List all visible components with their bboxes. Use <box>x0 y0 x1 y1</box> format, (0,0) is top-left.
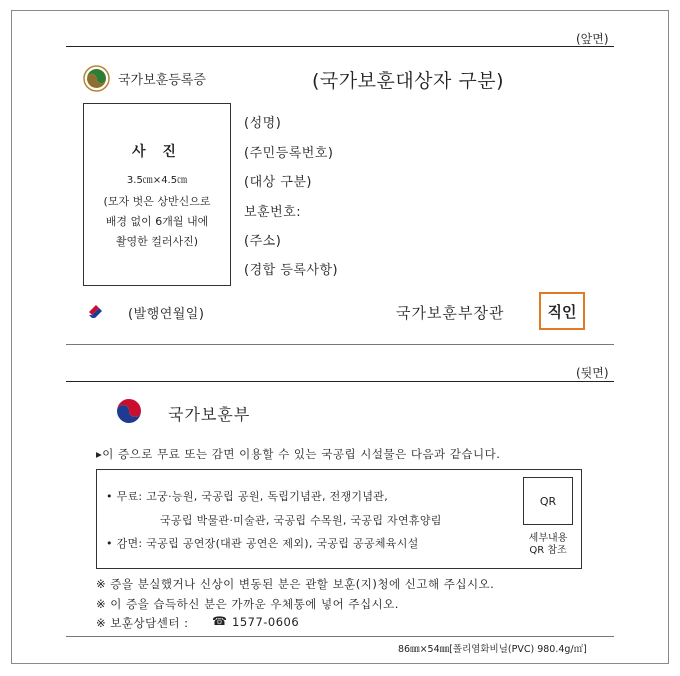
qr-note-line: 세부내용 <box>528 533 568 544</box>
taegeuk-mark-icon <box>87 303 105 321</box>
discount-facilities-line: • 감면: 국공립 공연장(대관 공연은 제외), 국공립 공공체육시설 <box>106 537 419 550</box>
field-veteran-number: 보훈번호: <box>244 205 302 220</box>
free-facilities-line: 국공립 박물관·미술관, 국공립 수목원, 국공립 자연휴양림 <box>160 514 442 527</box>
qr-note-line: QR 참조 <box>529 545 567 556</box>
photo-label: 사 진 <box>132 144 182 160</box>
usage-notice: ▸이 증으로 무료 또는 감면 이용할 수 있는 국공립 시설물은 다음과 같습니다. <box>96 447 501 461</box>
qr-code: QR <box>523 477 573 525</box>
field-concurrent-registration: (경합 등록사항) <box>244 263 339 278</box>
free-facilities-line: • 무료: 고궁·능원, 국공립 공원, 독립기념관, 전쟁기념관, <box>106 490 389 503</box>
card-spec: 86㎜×54㎜[폴리염화비닐(PVC) 980.4g/㎡] <box>398 644 587 655</box>
category-title: (국가보훈대상자 구분) <box>312 70 505 92</box>
front-bottom-rule <box>66 344 614 345</box>
field-resident-number: (주민등록번호) <box>244 146 334 161</box>
front-top-rule <box>66 46 614 47</box>
photo-desc-line: 촬영한 컬러사진) <box>115 235 199 248</box>
qr-note <box>518 533 578 557</box>
ministry-name: 국가보훈부 <box>168 405 251 424</box>
photo-desc-line: (모자 벗은 상반신으로 <box>103 195 211 208</box>
field-category: (대상 구분) <box>244 175 313 190</box>
warning-lost: ※ 증을 분실했거나 신상이 변동된 분은 관할 보훈(지)청에 신고해 주십시오. <box>96 577 495 591</box>
back-side-label: (뒷면) <box>576 366 609 380</box>
back-top-rule <box>66 381 614 382</box>
official-seal: 직인 <box>539 292 585 330</box>
field-address: (주소) <box>244 234 282 249</box>
field-name: (성명) <box>244 116 282 131</box>
cert-title: 국가보훈등록증 <box>118 73 206 88</box>
counseling-phone: 1577-0606 <box>232 615 300 629</box>
photo-size: 3.5㎝×4.5㎝ <box>126 175 188 186</box>
warning-found: ※ 이 증을 습득하신 분은 가까운 우체통에 넣어 주십시오. <box>96 597 399 611</box>
counseling-center-label: ※ 보훈상담센터 : <box>96 616 189 630</box>
ministry-emblem-icon <box>114 396 144 426</box>
issuer: 국가보훈부장관 <box>396 304 505 322</box>
government-emblem-icon <box>83 65 110 92</box>
front-side-label: (앞면) <box>576 32 609 46</box>
photo-placeholder <box>83 103 231 286</box>
phone-icon: ☎ <box>212 614 228 628</box>
issue-date: (발행연월일) <box>128 307 205 322</box>
back-bottom-rule <box>66 636 614 637</box>
photo-desc-line: 배경 없이 6개월 내에 <box>105 215 209 228</box>
